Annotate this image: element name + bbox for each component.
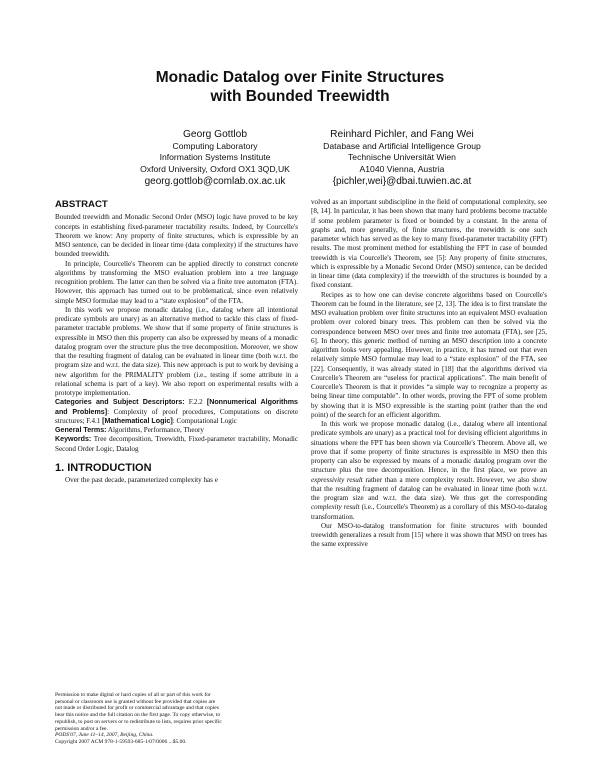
general-terms bbox=[55, 426, 298, 435]
right-column bbox=[311, 198, 547, 550]
emphasis: expressivity result bbox=[311, 475, 363, 484]
introduction-heading: 1. INTRODUCTION bbox=[55, 461, 152, 474]
footnote-line: personal or classroom use is granted without fee provided that copies are bbox=[55, 698, 216, 705]
left-column bbox=[55, 200, 298, 485]
intro-text: rather than a mere complexity result. However, we also show that the resulting fragment of datalog can be evaluated in linear time (both w.r.t. the program size and w.r.t. the data size). We thus get the corresponding bbox=[311, 475, 548, 502]
footnote-line: republish, to post on servers or to redistribute to lists, requires prior specific bbox=[55, 718, 222, 725]
footnote-line: not made or distributed for profit or commercial advantage and that copies bbox=[55, 705, 219, 712]
footnote-line: PODS'07, June 11–14, 2007, Beijing, China. bbox=[55, 732, 154, 739]
author-affiliation: A1040 Vienna, Austria bbox=[359, 163, 445, 174]
keywords bbox=[55, 435, 298, 454]
categories-descriptors bbox=[55, 398, 298, 426]
intro-paragraph: Over the past decade, parameterized complexity has e bbox=[65, 476, 218, 484]
emphasis: complexity result bbox=[311, 503, 360, 512]
author-affiliation: Information Systems Institute bbox=[159, 152, 271, 163]
terms-label: General Terms: bbox=[55, 426, 107, 434]
author-affiliation: Technische Universität Wien bbox=[348, 152, 456, 163]
footnote-line: bear this notice and the full citation on the first page. To copy otherwise, to bbox=[55, 712, 221, 719]
category-text: : Computational Logic bbox=[172, 416, 237, 425]
footnote-line: Permission to make digital or hard copies of all or part of this work for bbox=[55, 692, 211, 698]
author-email: georg.gottlob@comlab.ox.ac.uk bbox=[144, 175, 286, 187]
category-code: F.2.2 bbox=[188, 398, 203, 407]
footnote-line: Copyright 2007 ACM 978-1-59593-685-1/07/0006 ...$5.00. bbox=[55, 738, 187, 745]
copyright-footnote bbox=[55, 692, 298, 746]
intro-paragraph: Recipes as to how one can devise concrete algorithms based on Courcelle's Theorem can be found in the literature, see [2, 13]. The idea is to first translate the MSO evaluation problem over finite structures into an equivalent MSO evaluation problem over colored binary trees. This problem can then be solved via the correspondence between MSO over trees and finite tree automata (FTA), see [25, 6]. In theory, this generic method of turning an MSO description into a concrete algorithm looks very appealing. However, in practice, it has turned out that even relatively simple MSO formulae may lead to a “state explosion” of the FTA, see [22]. Consequently, it was already stated in [18] that the algorithms derived via Courcelle's Theorem are “useless for practical applications”. The main benefit of Courcelle's Theorem is that it provides “a simple way to recognize a property as being linear time computable”. In other words, proving the FPT of some problem by showing that it is MSO expressible is the starting point (rather than the end point) of the search for an efficient algorithm. bbox=[311, 290, 547, 419]
keywords-label: Keywords: bbox=[55, 435, 92, 444]
author-block-2 bbox=[302, 128, 502, 188]
footnote-line: permission and/or a fee. bbox=[55, 725, 108, 732]
category-code: F.4.1 bbox=[86, 416, 101, 425]
author-block-1 bbox=[110, 128, 320, 188]
author-name: Georg Gottlob bbox=[183, 129, 247, 140]
author-email: {pichler,wei}@dbai.tuwien.ac.at bbox=[332, 175, 472, 187]
intro-text: (i.e., Courcelle's Theorem) as a corollary of this MSO-to-datalog transformation. bbox=[311, 503, 547, 521]
abstract-paragraph: Bounded treewidth and Monadic Second Order (MSO) logic have proved to be key concepts in establishing fixed-parameter tractability results. Indeed, by Courcelle's Theorem we know: Any property of finite structures, which is expressible by an MSO sentence, can be decided in linear time (data complexity) if the structures have bounded treewidth. bbox=[55, 213, 298, 259]
title-line-1: Monadic Datalog over Finite Structures bbox=[155, 69, 445, 86]
keywords-text: Tree decomposition, Treewidth, Fixed-parameter tractability, Monadic Second Order Logic, Datalog bbox=[55, 435, 298, 453]
abstract-paragraph: In principle, Courcelle's Theorem can be applied directly to construct concrete algorithms by transforming the MSO evaluation problem into a tree language recognition problem. The latter can then be solved via a finite tree automaton (FTA). However, this approach has turned out to be problematical, since even relatively simple MSO formulae may lead to a “state explosion” of the FTA. bbox=[55, 259, 298, 305]
intro-paragraph bbox=[311, 420, 547, 522]
intro-text: In this work we propose monadic datalog (i.e., datalog where all intentional predicate symbols are unary) as a practical tool for devising efficient algorithms in situations where the FPT has been shown via Courcelle's Theorem. Above all, we prove that if some property of finite structures is expressible in MSO then this property can also be expressed by means of a monadic datalog program over the structure plus the tree decomposition. Hence, in the first place, we prove an bbox=[311, 420, 547, 475]
category-text: : Complexity of proof procedures, Computations on discrete structures; bbox=[55, 407, 298, 425]
category-bold: [Nonnumerical Algorithms and Problems] bbox=[55, 398, 298, 416]
title-line-2: with Bounded Treewidth bbox=[210, 88, 390, 105]
categories-label: Categories and Subject Descriptors: bbox=[55, 398, 185, 407]
abstract-heading: ABSTRACT bbox=[55, 199, 108, 210]
author-name: Reinhard Pichler, and Fang Wei bbox=[330, 129, 474, 140]
paper-title bbox=[0, 68, 600, 106]
author-affiliation: Computing Laboratory bbox=[172, 141, 258, 151]
abstract-paragraph: In this work we propose monadic datalog (i.e., datalog where all intentional predicate symbols are unary) as an alternative method to tackle this class of fixed-parameter tractable problems. We show that if some property of finite structures is expressible in MSO then this property can also be expressed by means of a monadic datalog program over the structure plus the tree decomposition. Moreover, we show that the resulting fragment of datalog can be evaluated in linear time (both w.r.t. the program size and w.r.t. the data size). This new approach is put to work by devising a new algorithm for the PRIMALITY problem (i.e., testing if some attribute in a relational schema is part of a key). We also report on experimental results with a prototype implementation. bbox=[55, 305, 298, 397]
author-affiliation: Database and Artificial Intelligence Group bbox=[323, 141, 481, 151]
intro-paragraph-continued: volved as an important subdiscipline in the field of computational complexity, see [8, 14]. In particular, it has been shown that many hard problems become tractable if some problem parameter is fixed or bounded by a constant. In the arena of graphs and, more generally, of finite structures, the treewidth is one such parameter which has served as the key to many fixed-parameter tractability (FPT) results. The most prominent method for establishing the FPT in case of bounded treewidth is via Courcelle's Theorem, see [5]: Any property of finite structures, which is expressible by a Monadic Second Order (MSO) sentence, can be decided in linear time (data complexity) if the treewidth of the structures is bounded by a fixed constant. bbox=[311, 198, 547, 290]
author-affiliation: Oxford University, Oxford OX1 3QD,UK bbox=[140, 163, 290, 174]
category-bold: [Mathematical Logic] bbox=[102, 416, 173, 425]
intro-paragraph: Our MSO-to-datalog transformation for finite structures with bounded treewidth generalizes a result from [15] where it was shown that MSO on trees has the same expressive bbox=[311, 521, 547, 549]
terms-text: Algorithms, Performance, Theory bbox=[107, 426, 204, 434]
